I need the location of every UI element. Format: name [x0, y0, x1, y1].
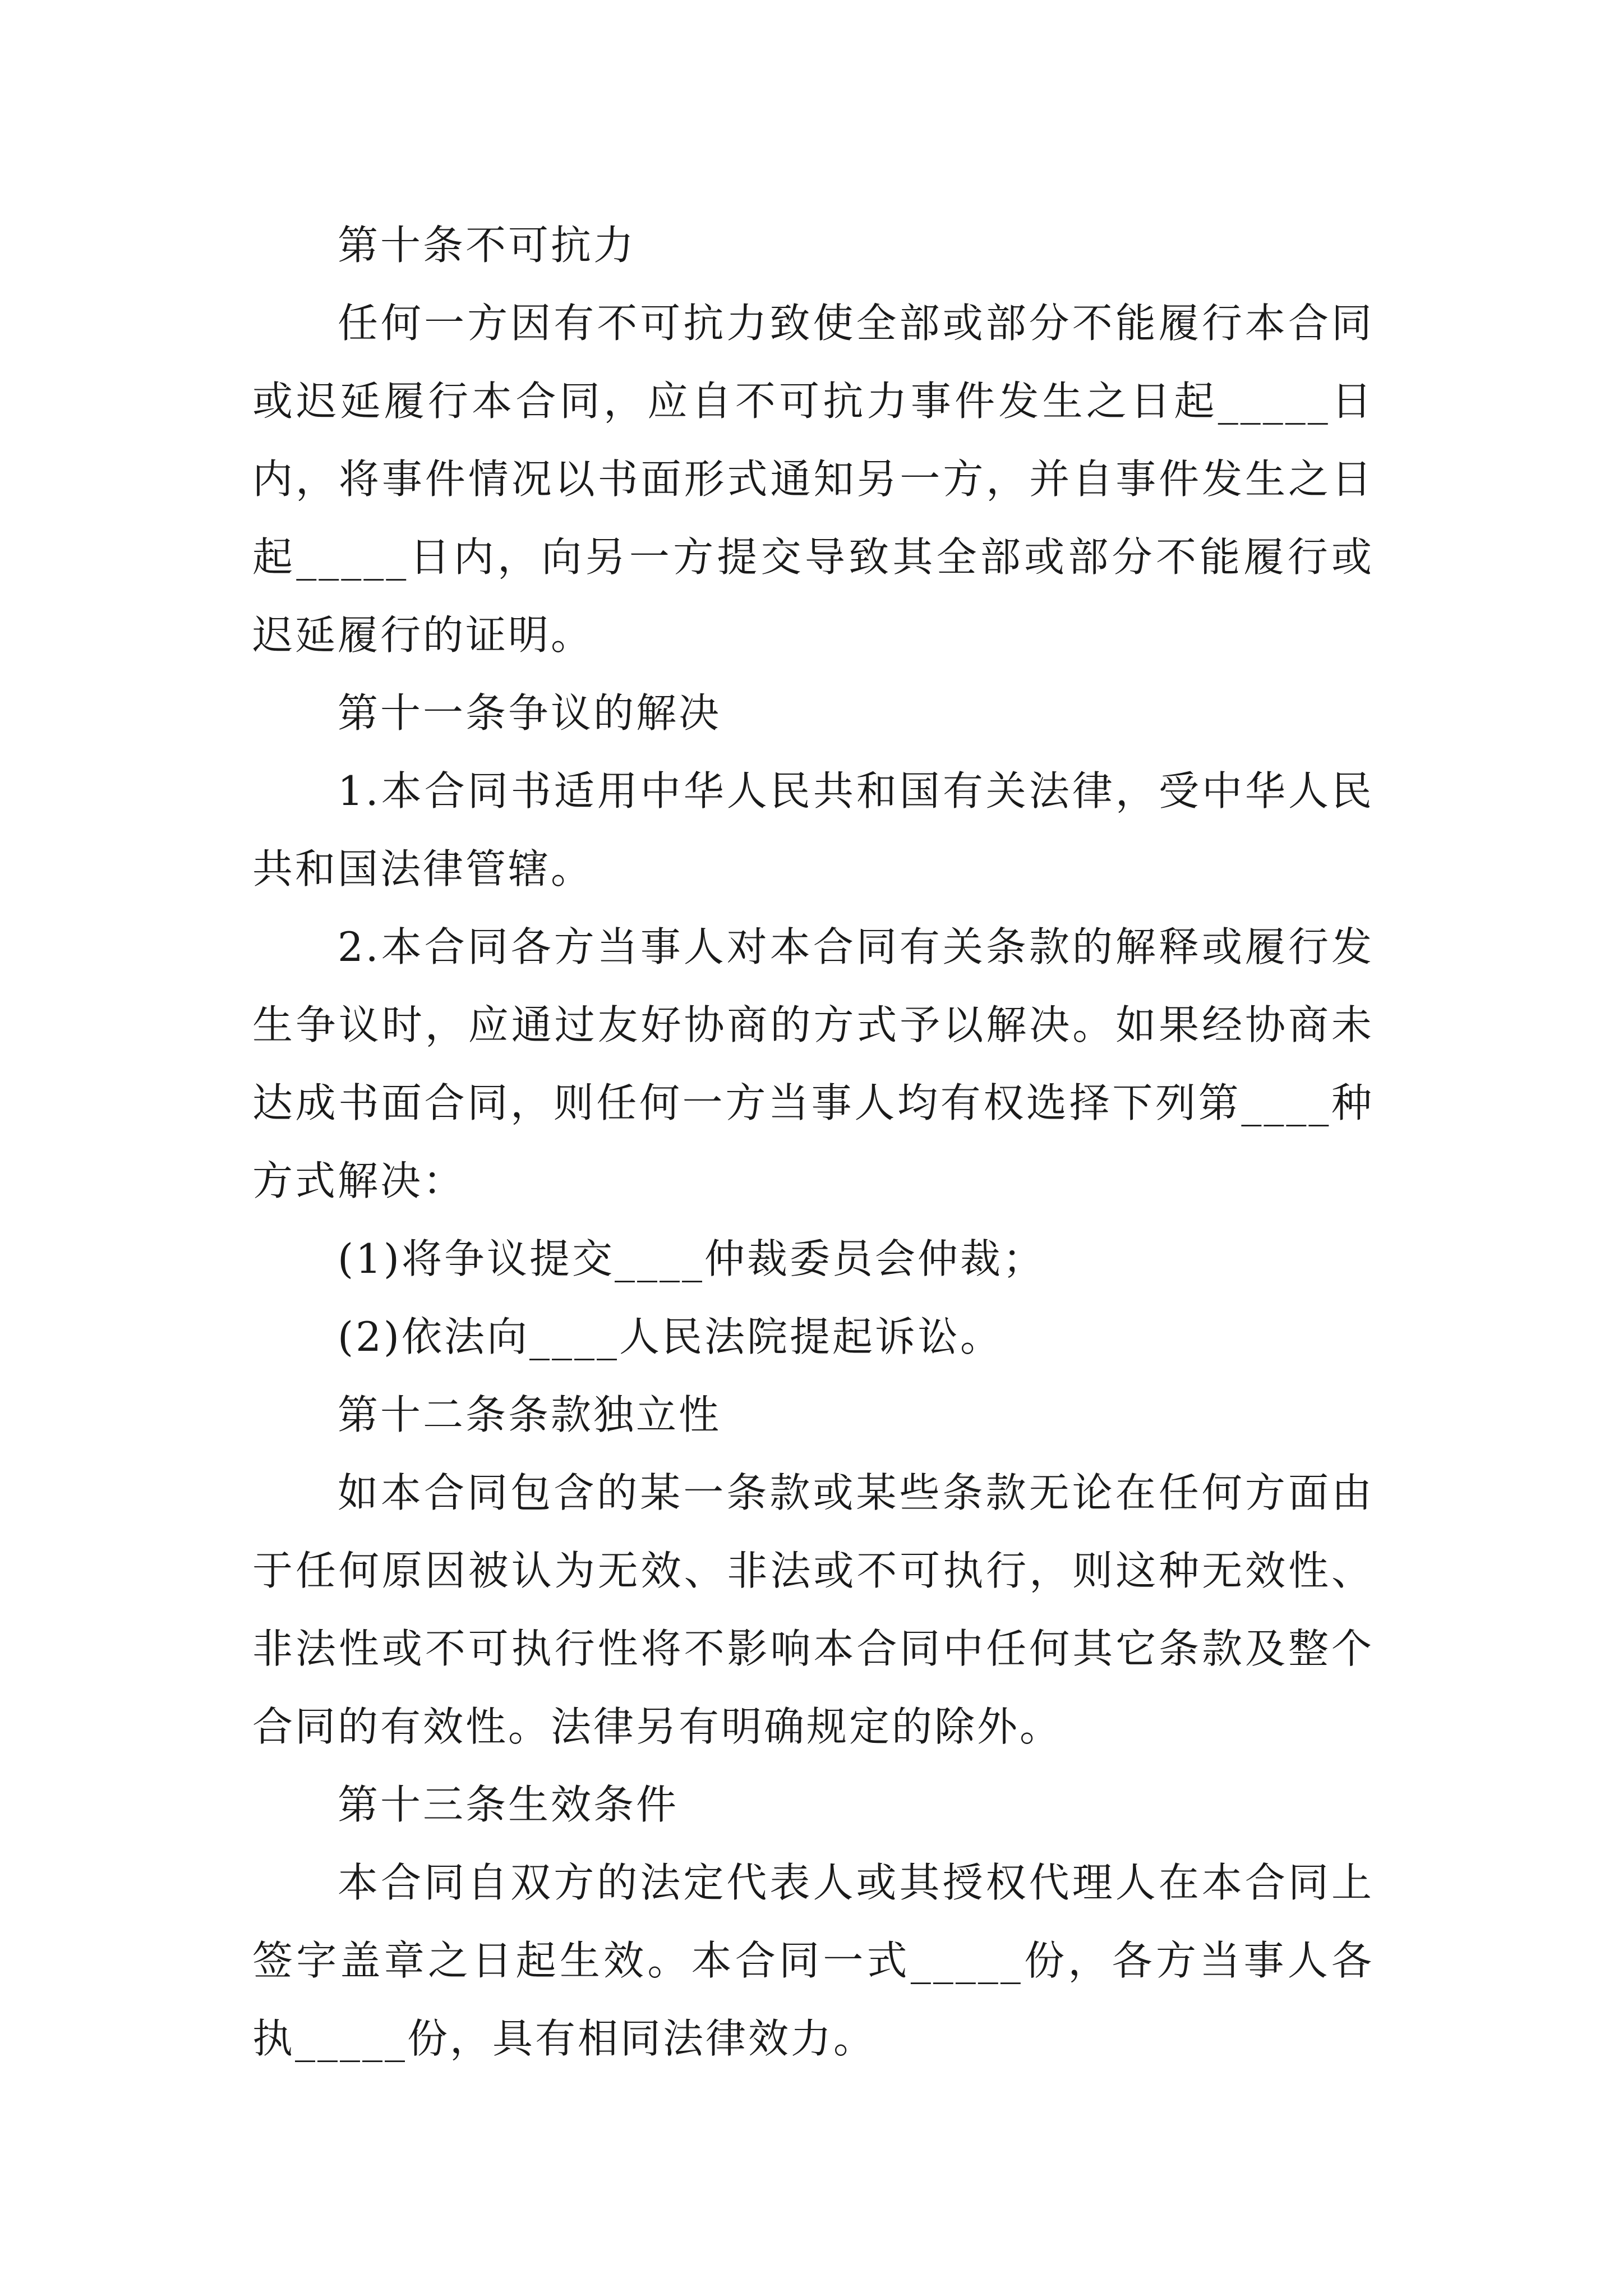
article-12-text: 如本合同包含的某一条款或某些条款无论在任何方面由于任何原因被认为无效、非法或不可执行，则这种无效性、非法性或不可执行性将不影响本合同中任何其它条款及整个合同的有效性。法律另有明确规定的除外。: [252, 1469, 1374, 1750]
article-13-heading: 第十三条生效条件: [338, 1781, 679, 1828]
article-11-clause-1: 1.本合同书适用中华人民共和国有关法律，受中华人民共和国法律管辖。: [252, 767, 1374, 892]
article-11-option-1: (1)将争议提交____仲裁委员会仲裁；: [338, 1235, 1045, 1282]
document-body: [252, 206, 1374, 2078]
article-10-heading: 第十条不可抗力: [338, 222, 637, 269]
article-12-heading: 第十二条条款独立性: [338, 1391, 722, 1438]
article-11-clause-2: 2.本合同各方当事人对本合同有关条款的解释或履行发生争议时，应通过友好协商的方式予以解决。如果经协商未达成书面合同，则任何一方当事人均有权选择下列第____种方式解决：: [252, 923, 1374, 1204]
article-11-option-2: (2)依法向____人民法院提起诉讼。: [338, 1313, 1003, 1360]
article-13-text: 本合同自双方的法定代表人或其授权代理人在本合同上签字盖章之日起生效。本合同一式_____份，各方当事人各执_____份，具有相同法律效力。: [252, 1859, 1374, 2062]
article-11-heading: 第十一条争议的解决: [338, 689, 722, 737]
article-10-text: 任何一方因有不可抗力致使全部或部分不能履行本合同或迟延履行本合同，应自不可抗力事件发生之日起_____日内，将事件情况以书面形式通知另一方，并自事件发生之日起_____日内，向另一方提交导致其全部或部分不能履行或迟延履行的证明。: [252, 300, 1374, 659]
